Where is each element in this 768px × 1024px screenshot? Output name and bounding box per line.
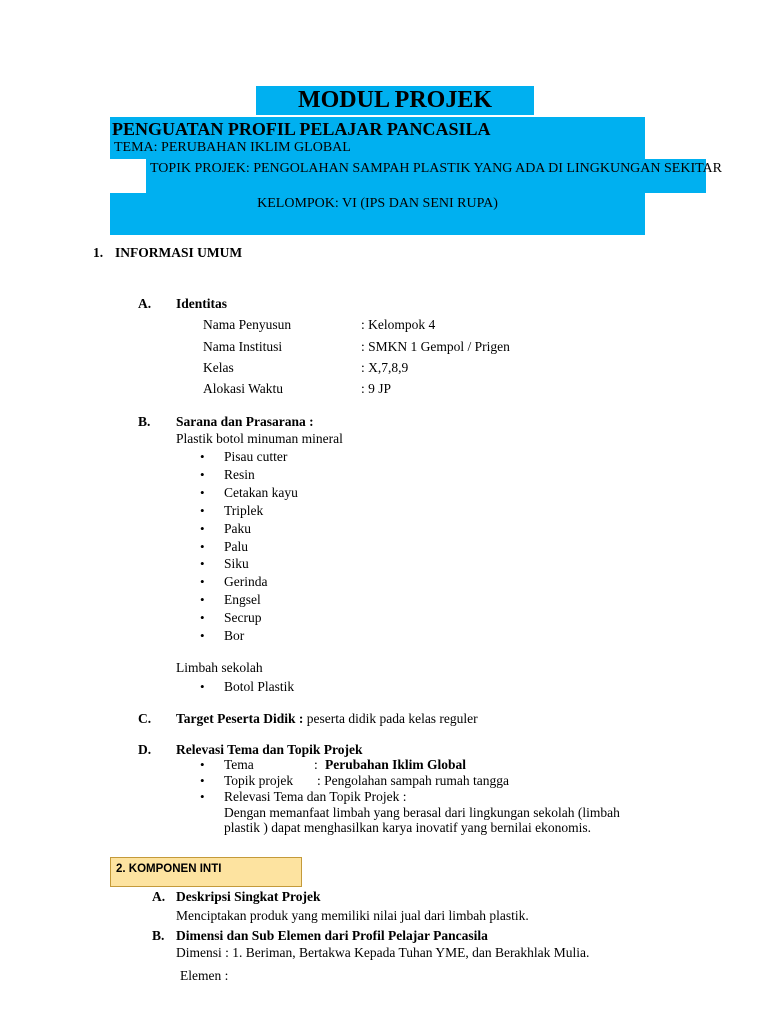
relevasi-text: Dengan memanfaat limbah yang berasal dari lingkungan sekolah (limbah: [224, 805, 620, 820]
list-item: Gerinda: [224, 574, 268, 589]
list-item: Bor: [224, 628, 245, 643]
dimensi-title: Dimensi dan Sub Elemen dari Profil Pelajar Pancasila: [176, 928, 488, 943]
bullet-icon: •: [200, 503, 205, 518]
deskripsi-letter: A.: [152, 889, 166, 904]
tema-heading: TEMA: PERUBAHAN IKLIM GLOBAL: [114, 140, 351, 155]
bullet-icon: •: [200, 592, 205, 607]
bullet-icon: •: [200, 574, 205, 589]
list-item: Secrup: [224, 610, 262, 625]
identitas-label: Nama Institusi: [203, 339, 283, 354]
elemen-label: Elemen :: [180, 968, 229, 983]
target-letter: C.: [138, 711, 152, 726]
dimensi-text: Dimensi : 1. Beriman, Bertakwa Kepada Tuhan YME, dan Berakhlak Mulia.: [176, 945, 590, 960]
sarana-intro2: Limbah sekolah: [176, 660, 263, 675]
bullet-icon: •: [200, 485, 205, 500]
section2-title: 2. KOMPONEN INTI: [116, 863, 222, 875]
list-item: Botol Plastik: [224, 679, 295, 694]
topik-heading: TOPIK PROJEK: PENGOLAHAN SAMPAH PLASTIK YANG ADA DI LINGKUNGAN SEKITAR: [150, 161, 723, 176]
bullet-icon: •: [200, 679, 205, 694]
list-item: Triplek: [224, 503, 264, 518]
sarana-intro: Plastik botol minuman mineral: [176, 431, 343, 446]
sarana-letter: B.: [138, 414, 151, 429]
bullet-icon: •: [200, 521, 205, 536]
bullet-icon: •: [200, 610, 205, 625]
tema-value: Perubahan Iklim Global: [325, 757, 467, 772]
bullet-icon: •: [200, 449, 205, 464]
section1-title: INFORMASI UMUM: [115, 245, 243, 260]
identitas-label: Alokasi Waktu: [203, 381, 284, 396]
dimensi-letter: B.: [152, 928, 165, 943]
list-item: Cetakan kayu: [224, 485, 298, 500]
identitas-title: Identitas: [176, 296, 228, 311]
list-item: Siku: [224, 556, 249, 571]
bullet-icon: •: [200, 467, 205, 482]
section1-number: 1.: [93, 245, 104, 260]
identitas-value: : Kelompok 4: [361, 317, 436, 332]
topik-value: : Pengolahan sampah rumah tangga: [317, 773, 509, 788]
target-value: peserta didik pada kelas reguler: [303, 711, 478, 726]
identitas-label: Nama Penyusun: [203, 317, 292, 332]
bullet-icon: •: [200, 628, 205, 643]
bullet-icon: •: [200, 757, 205, 772]
target-title: Target Peserta Didik :: [176, 711, 304, 726]
identitas-label: Kelas: [203, 360, 234, 375]
subtitle: PENGUATAN PROFIL PELAJAR PANCASILA: [112, 119, 491, 139]
bullet-icon: •: [200, 556, 205, 571]
list-item: Paku: [224, 521, 251, 536]
list-item: Resin: [224, 467, 255, 482]
bullet-icon: •: [200, 773, 205, 788]
kelompok-heading: KELOMPOK: VI (IPS DAN SENI RUPA): [257, 196, 498, 211]
relevasi-text: plastik ) dapat menghasilkan karya inovatif yang bernilai ekonomis.: [224, 820, 592, 835]
deskripsi-text: Menciptakan produk yang memiliki nilai jual dari limbah plastik.: [176, 908, 529, 923]
relevasi-label: Relevasi Tema dan Topik Projek :: [224, 789, 407, 804]
identitas-letter: A.: [138, 296, 152, 311]
relevansi-title: Relevasi Tema dan Topik Projek: [176, 742, 363, 757]
topik-label: Topik projek: [224, 773, 294, 788]
identitas-value: : SMKN 1 Gempol / Prigen: [361, 339, 510, 354]
relevansi-letter: D.: [138, 742, 152, 757]
bullet-icon: •: [200, 789, 205, 804]
bullet-icon: •: [200, 539, 205, 554]
sarana-title: Sarana dan Prasarana :: [176, 414, 314, 429]
target-line: [176, 711, 478, 727]
identitas-value: : 9 JP: [361, 381, 392, 396]
list-item: Engsel: [224, 592, 261, 607]
tema-colon: :: [314, 757, 318, 772]
list-item: Pisau cutter: [224, 449, 288, 464]
tema-label: Tema: [224, 757, 254, 772]
list-item: Palu: [224, 539, 249, 554]
deskripsi-title: Deskripsi Singkat Projek: [176, 889, 321, 904]
identitas-value: : X,7,8,9: [361, 360, 409, 375]
page-title: MODUL PROJEK: [297, 87, 492, 113]
